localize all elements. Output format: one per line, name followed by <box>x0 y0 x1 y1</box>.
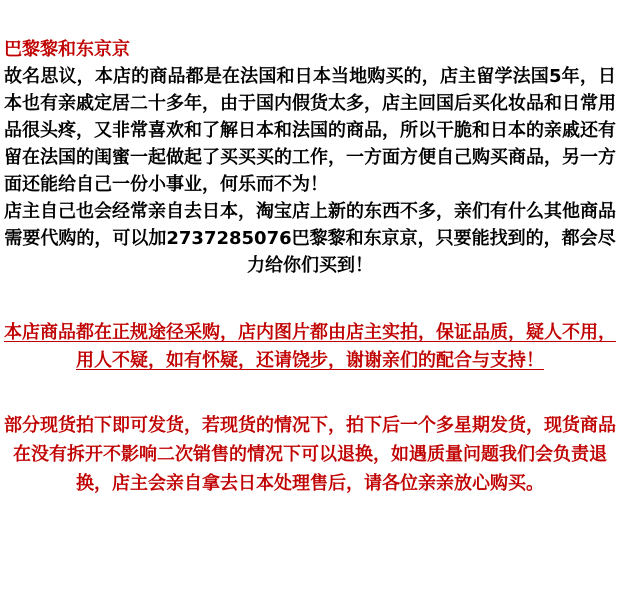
quality-guarantee-text: 本店商品都在正规途径采购，店内图片都由店主实拍，保证品质，疑人不用，用人不疑，如有怀疑，还请饶步，谢谢亲们的配合与支持！ <box>4 322 616 371</box>
purchase-contact-paragraph: 店主自己也会经常亲自去日本，淘宝店上新的东西不多，亲们有什么其他商品需要代购的，可以加2737285076巴黎黎和东京京，只要能找到的，都会尽力给你们买到！ <box>4 201 616 276</box>
shop-name-title: 巴黎黎和东京京 <box>4 39 130 60</box>
shop-notice <box>4 36 616 498</box>
shop-intro-paragraph: 故名思议，本店的商品都是在法国和日本当地购买的，店主留学法国5年，日本也有亲戚定居二十多年，由于国内假货太多，店主回国后买化妆品和日常用品很头疼，又非常喜欢和了解日本和法国的商品，所以干脆和日本的亲戚还有留在法国的闺蜜一起做起了买买买的工作，一方面方便自己购买商品，另一方面还能给自己一份小事业，何乐而不为！ <box>4 66 616 195</box>
shipping-return-policy-paragraph: 部分现货拍下即可发货，若现货的情况下，拍下后一个多星期发货，现货商品在没有拆开不影响二次销售的情况下可以退换，如遇质量问题我们会负责退换，店主会亲自拿去日本处理售后，请各位亲亲放心购买。 <box>4 415 616 494</box>
quality-guarantee-paragraph <box>4 319 616 375</box>
